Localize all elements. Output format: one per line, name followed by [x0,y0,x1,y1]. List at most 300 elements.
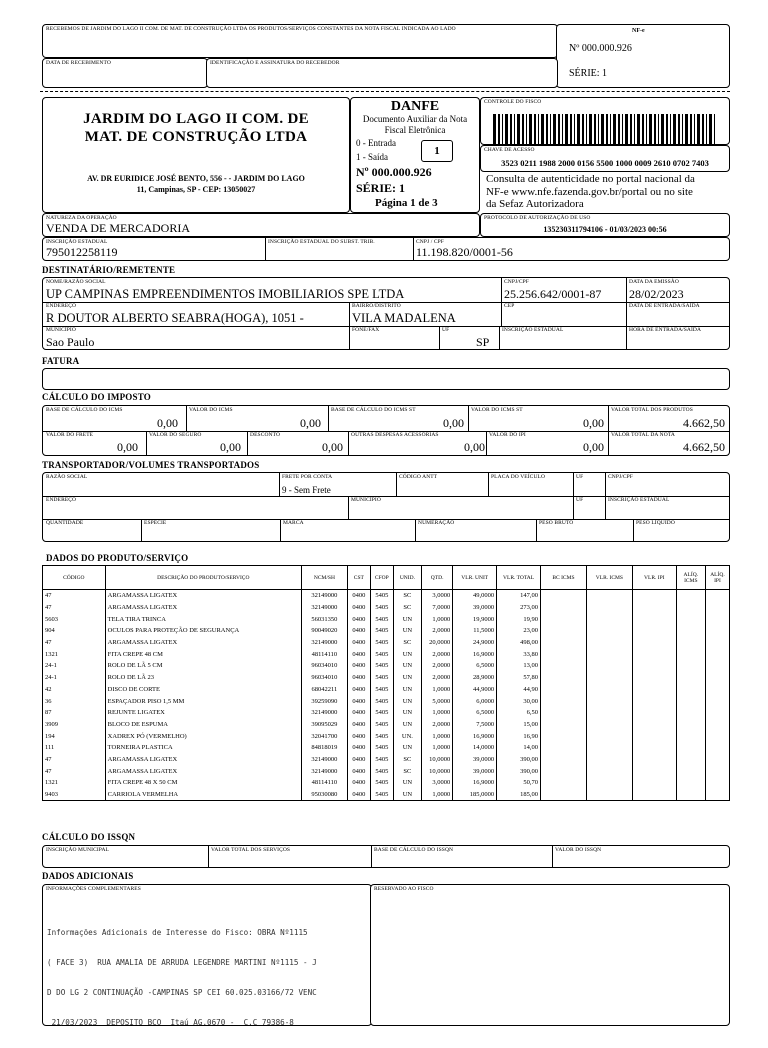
danfe-tipo: 1 [434,145,440,157]
transportador-title: TRANSPORTADOR/VOLUMES TRANSPORTADOS [42,460,260,470]
transp-ie-label: INSCRIÇÃO ESTADUAL [608,497,670,503]
barcode-bar [661,114,664,148]
table-cell: ROLO DE LÃ 5 CM [105,660,301,672]
table-cell: ARGAMASSA LIGATEX [105,590,301,602]
table-cell: 1,0000 [421,789,452,801]
table-cell [632,730,676,742]
table-cell: 1321 [43,648,106,660]
dest-emissao-label: DATA DA EMISSÃO [629,279,679,285]
danfe-entrada: 0 - Entrada [356,138,396,148]
transp-peso-bruto-label: PESO BRUTO [539,520,574,526]
table-cell: 14,0000 [453,742,497,754]
frete-label: VALOR DO FRETE [46,432,94,438]
table-cell [540,742,586,754]
dest-uf: SP [476,335,490,349]
table-cell: 57,80 [497,672,541,684]
v-icms-label: VALOR DO ICMS [189,407,233,413]
table-cell [676,695,705,707]
table-cell: 16,90 [497,730,541,742]
dest-nome: UP CAMPINAS EMPREENDIMENTOS IMOBILIARIOS SPE LTDA [46,287,405,301]
table-cell [586,590,632,602]
danfe-numero: Nº 000.000.926 [356,165,432,179]
table-cell: 47 [43,590,106,602]
table-cell: 19,9000 [453,613,497,625]
table-cell: 39,0000 [453,602,497,614]
divider [605,473,606,496]
info-line1: Informações Adicionais de Interesse do Fisco: OBRA Nº1115 [47,928,308,937]
table-cell [676,707,705,719]
table-cell [540,684,586,696]
table-cell [632,625,676,637]
table-cell: 10,0000 [421,765,452,777]
table-cell: ESPAÇADOR PISO 1,5 MM [105,695,301,707]
table-cell: 5405 [370,672,393,684]
table-cell: 44,9000 [453,684,497,696]
divider [608,431,609,455]
table-cell: 2,0000 [421,648,452,660]
table-cell: 36 [43,695,106,707]
canhoto-numero: Nº 000.000.926 [569,43,632,54]
canhoto-serie: SÉRIE: 1 [569,68,608,79]
table-cell [705,719,729,731]
table-cell [586,777,632,789]
table-cell [540,765,586,777]
table-cell: 84818019 [301,742,347,754]
divider [633,519,634,541]
divider [626,278,627,302]
divider [348,431,349,455]
table-cell [676,602,705,614]
table-cell: 6,50 [497,707,541,719]
table-cell: 5405 [370,625,393,637]
barcode-bar [574,114,575,148]
info-line4: 21/03/2023 DEPOSITO BCO Itaú AG.0670 - C.C 79386-8 [47,1018,294,1027]
table-cell: 16,9000 [453,730,497,742]
barcode-bar [534,114,536,148]
v-nota-label: VALOR TOTAL DA NOTA [611,432,675,438]
table-cell [676,719,705,731]
issqn-bc-label: BASE DE CÁLCULO DO ISSQN [374,847,454,853]
barcode-bar [613,114,616,148]
transp-peso-liquido-label: PESO LÍQUIDO [636,520,675,526]
table-cell: 6,0000 [453,695,497,707]
table-cell: 32149000 [301,590,347,602]
table-cell [586,789,632,801]
table-cell [540,590,586,602]
table-cell: 0400 [347,613,370,625]
table-cell [632,660,676,672]
table-cell: 39,0000 [453,765,497,777]
consulta-text [486,173,695,211]
table-cell: 5405 [370,590,393,602]
dest-fone-label: FONE/FAX [352,327,380,333]
table-cell: ROLO DE LÃ 23 [105,672,301,684]
table-cell: XADREX PÓ (VERMELHO) [105,730,301,742]
dest-entrada-saida-label: DATA DE ENTRADA/SAÍDA [629,303,700,309]
table-row [43,754,730,766]
table-cell: 0400 [347,789,370,801]
barcode-bar [498,114,500,148]
consulta-line1: Consulta de autenticidade no portal nacional da [486,173,695,185]
ipi-label: VALOR DO IPI [489,432,526,438]
consulta-line3: da Sefaz Autorizadora [486,198,584,210]
transp-municipio-label: MUNICÍPIO [351,497,381,503]
table-cell [540,648,586,660]
table-cell: 14,00 [497,742,541,754]
table-cell: 39095029 [301,719,347,731]
table-cell: 1,0000 [421,742,452,754]
table-cell: 15,00 [497,719,541,731]
table-cell: 95030080 [301,789,347,801]
table-cell [705,777,729,789]
table-cell: ARGAMASSA LIGATEX [105,754,301,766]
table-cell [586,707,632,719]
imposto-row2 [43,431,729,455]
emitente-name-line1: JARDIM DO LAGO II COM. DE [83,111,309,127]
transp-frete-value: 9 - Sem Frete [282,485,331,495]
barcode-bar [598,114,599,148]
divider [371,846,372,867]
table-cell [705,765,729,777]
transp-uf2-label: UF [576,497,584,503]
transp-cnpj-label: CNPJ/CPF [608,474,633,480]
outras-value: 0,00 [464,440,485,454]
produtos-header-cell: BC ICMS [540,566,586,590]
table-cell [586,613,632,625]
barcode-bar [618,114,620,148]
danfe-subtitle-2: Fiscal Eletrônica [384,125,446,135]
divider [146,431,147,455]
fatura-title: FATURA [42,356,80,366]
table-cell: UN [393,613,421,625]
bc-icms-label: BASE DE CÁLCULO DO ICMS [46,407,123,413]
table-row [43,730,730,742]
barcode-bar [625,114,628,148]
transp-marca-label: MARCA [283,520,304,526]
table-cell: UN [393,719,421,731]
table-cell [540,730,586,742]
table-cell: REJUNTE LIGATEX [105,707,301,719]
table-row [43,602,730,614]
transp-row1 [43,473,729,496]
produtos-header-cell: VLR. IPI [632,566,676,590]
table-cell: 5603 [43,613,106,625]
barcode-bar [658,114,659,148]
table-cell: 24,9000 [453,637,497,649]
table-cell [705,742,729,754]
barcode-bar [589,114,592,148]
transp-razao-label: RAZÃO SOCIAL [46,474,88,480]
barcode-bar [709,114,712,148]
issqn-box [42,845,730,868]
table-cell: UN [393,672,421,684]
table-cell [705,648,729,660]
table-cell: 1,0000 [421,707,452,719]
table-cell [705,730,729,742]
danfe-serie: SÉRIE: 1 [356,181,406,195]
barcode-bar [678,114,680,148]
ipi-value: 0,00 [583,440,604,454]
barcode-bar [493,114,496,148]
table-cell: 5405 [370,719,393,731]
divider [208,846,209,867]
issqn-title: CÁLCULO DO ISSQN [42,832,136,842]
transp-numeracao-label: NUMERAÇÃO [418,520,455,526]
table-cell: 48114110 [301,777,347,789]
canhoto-nfe-box [556,24,730,88]
barcode-bar [586,114,587,148]
barcode-bar [694,114,695,148]
barcode-bar [646,114,647,148]
table-row [43,789,730,801]
table-cell: 5405 [370,777,393,789]
table-row [43,777,730,789]
table-row [43,625,730,637]
table-row [43,707,730,719]
table-cell: 28,9000 [453,672,497,684]
transp-especie-label: ESPÉCIE [144,520,167,526]
table-cell: 44,90 [497,684,541,696]
table-cell: 9403 [43,789,106,801]
table-cell [540,637,586,649]
table-cell: 0400 [347,695,370,707]
table-cell: DISCO DE CORTE [105,684,301,696]
table-cell [586,754,632,766]
table-cell: ARGAMASSA LIGATEX [105,602,301,614]
table-row [43,695,730,707]
table-cell: 32041700 [301,730,347,742]
recebemos-text: RECEBEMOS DE JARDIM DO LAGO II COM. DE MAT. DE CONSTRUÇÃO LTDA OS PRODUTOS/SERVIÇOS CONSTANTES DA NOTA FISCAL INDICADA AO LADO [46,26,456,32]
table-cell: 390,00 [497,754,541,766]
barcode-bar [553,114,556,148]
produtos-header-cell: CST [347,566,370,590]
table-row [43,660,730,672]
table-cell: 2,0000 [421,719,452,731]
divider [415,519,416,541]
v-produtos-label: VALOR TOTAL DOS PRODUTOS [611,407,693,413]
barcode-bar [685,114,688,148]
chave-acesso-box [480,145,730,172]
desconto-value: 0,00 [322,440,343,454]
divider [439,326,440,350]
divider [501,302,502,326]
table-cell: 185,0000 [453,789,497,801]
table-cell: 0400 [347,730,370,742]
table-cell: 0400 [347,719,370,731]
reservado-fisco-box [370,884,730,1026]
produtos-header-cell: QTD. [421,566,452,590]
table-cell: 42 [43,684,106,696]
table-cell: 0400 [347,660,370,672]
table-cell [540,602,586,614]
danfe-saida: 1 - Saída [356,152,388,162]
barcode-bar [649,114,652,148]
danfe-pagina: Página 1 de 3 [375,197,438,209]
table-cell: TELA TIRA TRINCA [105,613,301,625]
barcode-image [493,114,715,148]
barcode-bar [546,114,548,148]
barcode-bar [522,114,524,148]
table-row [43,742,730,754]
table-cell: 5405 [370,754,393,766]
table-row [43,637,730,649]
divider [573,473,574,496]
frete-value: 0,00 [117,440,138,454]
table-cell: SC [393,754,421,766]
table-cell: 16,9000 [453,777,497,789]
table-cell [540,777,586,789]
produtos-header-cell: ALÍQ. IPI [705,566,729,590]
table-cell: UN [393,789,421,801]
table-cell [586,625,632,637]
divider [349,326,350,350]
produtos-title: DADOS DO PRODUTO/SERVIÇO [46,553,189,563]
table-cell: 47 [43,765,106,777]
table-cell [676,613,705,625]
data-recebimento-label: DATA DE RECEBIMENTO [46,60,111,66]
transp-uf-label: UF [576,474,584,480]
table-cell [676,742,705,754]
inscricao-row [42,237,730,261]
table-cell [632,742,676,754]
table-cell [705,684,729,696]
table-cell: 49,0000 [453,590,497,602]
table-cell: 7,0000 [421,602,452,614]
table-cell: 20,0000 [421,637,452,649]
imposto-row1 [43,406,729,431]
table-cell: 5405 [370,648,393,660]
barcode-bar [637,114,640,148]
barcode-bar [682,114,683,148]
identificacao-label: IDENTIFICAÇÃO E ASSINATURA DO RECEBEDOR [210,60,340,66]
info-line3: D DO LG 2 CONTINUAÇÃO -CAMPINAS SP CEI 60.025.03166/72 VENC [47,988,317,997]
barcode-bar [670,114,671,148]
chave-label: CHAVE DE ACESSO [484,147,535,153]
table-cell: UN [393,684,421,696]
table-cell: 111 [43,742,106,754]
table-cell [540,672,586,684]
produtos-header-cell: VLR. UNIT [453,566,497,590]
dest-cep-label: CEP [504,303,515,309]
table-cell: 32149000 [301,707,347,719]
dest-bairro: VILA MADALENA [352,311,456,325]
protocolo-label: PROTOCOLO DE AUTORIZAÇÃO DE USO [484,215,591,221]
danfe-subtitle-1: Documento Auxiliar da Nota [362,114,468,124]
table-cell: 23,00 [497,625,541,637]
barcode-bar [538,114,539,148]
consulta-line2: NF-e www.nfe.fazenda.gov.br/portal ou no site [486,185,693,198]
table-cell: 0400 [347,754,370,766]
table-cell [632,613,676,625]
divider [328,406,329,431]
barcode-bar [714,114,715,148]
dest-ie-label: INSCRIÇÃO ESTADUAL [502,327,564,333]
produtos-header-cell: ALÍQ. ICMS [676,566,705,590]
issqn-servicos-label: VALOR TOTAL DOS SERVIÇOS [211,847,291,853]
barcode-bar [541,114,544,148]
divider [488,473,489,496]
danfe-box [350,97,480,213]
table-cell: 32149000 [301,602,347,614]
table-cell: 48114110 [301,648,347,660]
table-cell: 1,0000 [421,613,452,625]
table-row [43,590,730,602]
produtos-table [42,565,730,801]
table-cell: 390,00 [497,765,541,777]
issqn-valor-label: VALOR DO ISSQN [555,847,602,853]
info-line2: ( FACE 3) RUA AMALIA DE ARRUDA LEGENDRE MARTINI Nº1115 - J [47,958,317,967]
protocolo-value: 135230311794106 - 01/03/2023 00:56 [543,225,667,234]
barcode-bar [526,114,527,148]
table-cell [586,742,632,754]
dest-cnpj: 25.256.642/0001-87 [504,287,602,301]
assinatura-field[interactable] [206,58,558,88]
transp-row2 [43,496,729,519]
dest-row2 [43,302,729,326]
table-cell: UN [393,742,421,754]
table-cell [632,765,676,777]
table-cell: FITA CREPE 48 CM [105,648,301,660]
bc-icms-value: 0,00 [157,416,178,430]
transp-antt-label: CÓDIGO ANTT [399,474,438,480]
dest-nome-label: NOME/RAZÃO SOCIAL [46,279,106,285]
table-row [43,648,730,660]
table-cell: 0400 [347,590,370,602]
table-cell [705,613,729,625]
divider [280,519,281,541]
barcode-bar [622,114,623,148]
danfe-title: DANFE [390,99,440,114]
table-cell [586,719,632,731]
table-cell [705,590,729,602]
dest-endereco-label: ENDEREÇO [46,303,77,309]
dest-hora-label: HORA DE ENTRADA/SAÍDA [629,327,702,333]
barcode-bar [558,114,560,148]
table-cell [540,719,586,731]
table-cell [586,648,632,660]
table-cell: 5405 [370,637,393,649]
ie-value: 795012258119 [46,245,118,259]
barcode-bar [673,114,676,148]
table-cell: FITA CREPE 48 X 50 CM [105,777,301,789]
table-cell [705,672,729,684]
table-cell: 194 [43,730,106,742]
data-recebimento-field[interactable] [42,58,208,88]
table-cell [676,637,705,649]
table-cell: 0400 [347,637,370,649]
table-cell [632,684,676,696]
table-cell: 0400 [347,684,370,696]
table-cell: 47 [43,602,106,614]
table-cell [586,660,632,672]
table-cell [632,695,676,707]
table-row [43,765,730,777]
divider [141,519,142,541]
table-cell: 5405 [370,742,393,754]
table-cell: UN [393,707,421,719]
table-cell [540,613,586,625]
table-cell: 39,0000 [453,754,497,766]
transp-frete-label: FRETE POR CONTA [282,474,333,480]
table-row [43,672,730,684]
table-cell: 13,00 [497,660,541,672]
table-cell: 2,0000 [421,672,452,684]
table-cell: 3,0000 [421,777,452,789]
table-cell: 90049020 [301,625,347,637]
table-cell: 87 [43,707,106,719]
divider [608,406,609,431]
table-cell: 5405 [370,660,393,672]
